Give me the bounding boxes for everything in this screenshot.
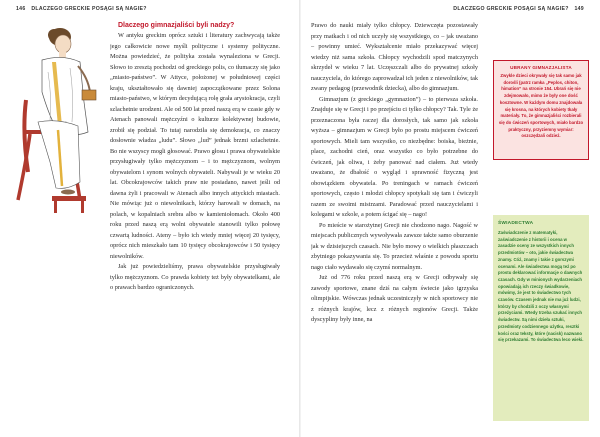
- right-paragraph: Prawo do nauki miały tylko chłopcy. Dziewczęta pozostawały przy matkach i od nich uczyły się wszystkiego, co – jak uważano – powinny umieć. Wykształcenie miało przekazywać więcej wiedzy niż sama szkoła. Chłopcy wychodzili spod matczynych skrzydeł w wieku 7 lat. Uczęszczali albo do prywatnej szkoły nauczyciela, do którego zaprowadzał ich jeden z niewolników, tak zwany pedagog (przewodnik dziecka), albo do gimnazjum.: [311, 22, 478, 92]
- sidebar-box-title: UBRANY GIMNAZJALISTA: [510, 65, 572, 70]
- right-paragraph: Już od 776 roku przed naszą erą w Grecji odbywały się zawody sportowe, znane dziś na całym świecie jako igrzyska olimpijskie. Wówczas jednak uczestniczyły w nich sportowcy nie z różnych krajów, lecz z różnych regionów Grecji. Także dyscypliny były inne, na: [311, 274, 478, 323]
- left-running-head: [12, 6, 147, 12]
- left-running-title: DLACZEGO GRECKIE POSĄGI SĄ NAGIE?: [31, 6, 147, 12]
- right-paragraph: Gimnazjum (z greckiego „gymnazion”) – to pierwsza szkoła. Znajduje się w Grecji i po przejściu ci tylko chłopcy? Tak. Tyle że przeznaczona była raczej dla dorosłych, tak samo jak szkoła wyższa – gimnazjum w Grecji było po prostu miejscem ćwiczeń sportowych. Mieli tam wszystko, co niezbędne: boiska, bieżnie, place, zachodni cień, oraz wszystko co było potrzebne do ćwiczeń, jak oliwa, i żeby panować nad ciałem. Już wtedy uważano, że dbałość o wygląd i sprawność fizyczną jest obowiązkiem obywatela. Po treningach w ramach ćwiczeń sportowych, często i młodzi chłopcy spotykali się tam i ćwiczyli razem ze swoimi mistrzami. Paradować przed nauczycielami i kolegami w szkole, a potem ścigać się – nago!: [311, 95, 478, 218]
- sidebar-box-title: ŚWIADECTWA: [498, 221, 534, 226]
- left-paragraph: Jak już powiedzieliśmy, prawa obywatelskie przysługiwały tylko mężczyznom. Co prawda kobiety też były obywatelkami, ale o prawach bardzo ograniczonych.: [110, 263, 280, 291]
- sidebar-box-ubrany-gimnazjalista: [493, 60, 589, 160]
- greek-woman-illustration-icon: [8, 22, 100, 222]
- section-title: Dlaczego gimnazjaliści byli nadzy?: [118, 22, 235, 29]
- right-text-column: [311, 21, 478, 431]
- sidebar-box-body: Zwykle dzieci okrywały się tak samo jak dorośli (patrz ramka „Peplos, chiton, himation” na stronie 154. Ubrań się nie zdejmowało, mimo że były one dość kosztowne. W każdym domu znajdowała się krosna, na których kobiety tkały materiały. To, że gimnazjaliści rozbierali się do ćwiczeń sportowych, miało bardzo praktyczny, przyziemny wymiar: oszczędzali odzież.: [498, 73, 584, 139]
- right-page-number: 149: [574, 6, 584, 12]
- right-running-head: [453, 6, 588, 12]
- right-paragraph: Po mieście w starożytnej Grecji nie chodzono nago. Nagość w miejscach publicznych wywoływała zawsze także samo oburzenie jak w dzisiejszych czasach. Nie było mowy o wielkich płaszczach zbytniego pokazywania się. To przecież właśnie z powodu sportu nago ciało wydawało się czymś normalnym.: [311, 221, 478, 271]
- left-text-column: [110, 21, 280, 431]
- left-page-number: 146: [16, 6, 26, 12]
- book-gutter: [299, 0, 301, 437]
- sidebar-box-body: Zaświadczenie z matematyki, zaświadczenie z historii i ocena w zasadzie oceny ze wszystkich innych przedmiotów – oto, jakie świadectwa znamy. Cóż, znamy i takie z gorszymi ocenami. Ale świadectwa mogą też po prostu deklarować informacje o dawnych czasach. Gdy w minionych wydarzeniach opowiadają ich rzeczy świadkowie, mówimy, że jest to świadectwo tych czasów. Czasem jednak nie ma już ludzi, którzy by chodzili z oczy własnymi przeżyciami. Wtedy trzeba szukać innych świadectw. Są nimi dzieła sztuki, przedmioty codziennego użytku, resztki kości oraz teksty, które (nacisk) nazwano się przekazami. To świadectwa leco wieki.: [498, 230, 584, 343]
- right-running-title: DLACZEGO GRECKIE POSĄGI SĄ NAGIE?: [453, 6, 569, 12]
- sidebar-box-swiadectwa: [493, 215, 589, 421]
- left-paragraph: W antyku greckim oprócz sztuki i literatury zachwycają także jego całkowicie nowe myśli polityczne i systemy polityczne. Można powiedzieć, że polityka została wynaleziona w Grecji. Słowo to zresztą pochodzi od greckiego polis, co tłumaczy się jako „miasto-państwo”. W Attyce, położonej w południowej części kraju, ukształtowało się dawniej zapoczątkowane przez Solona miasto-państwo, w którym decydującą rolę grała arystokracja, czyli szlachetnie urodzeni. Ale od 500 lat przed naszą erą w czasie gdy w Atenach panowali mężczyźni o kulturze kolektywnej budowie, zrobił się podział. To tutaj narodziła się demokracja, co znaczy dosłownie władza „ludu”. Słowo „lud” jednak brzmi szlachetnie. Bo nie wszyscy mogli głosować. Prawo głosu i prawa obywatelskie przysługiwały tylko mężczyznom – i to mężczyznom, wolnym obywatelom i synom wolnych obywateli. Nabywali je w wieku 20 lat. Obcokrajowców takich praw nie posiadano, nawet jeśli od dawna żyli i pracowali w Atenach albo innych attyckich miastach. Nie mówiąc już o niewolnikach, którzy harowali w domach, na polach, w kopalniach srebra albo w kamieniołomach. Około 400 roku przed naszą erą wolni obywatele stanowili tylko połowę czwartą ludności. Ateny – było ich wtedy mniej więcej 20 tysięcy, oprócz nich mieszkało tam 10 tysięcy obcokrajowców i 50 tysięcy niewolników.: [110, 32, 280, 260]
